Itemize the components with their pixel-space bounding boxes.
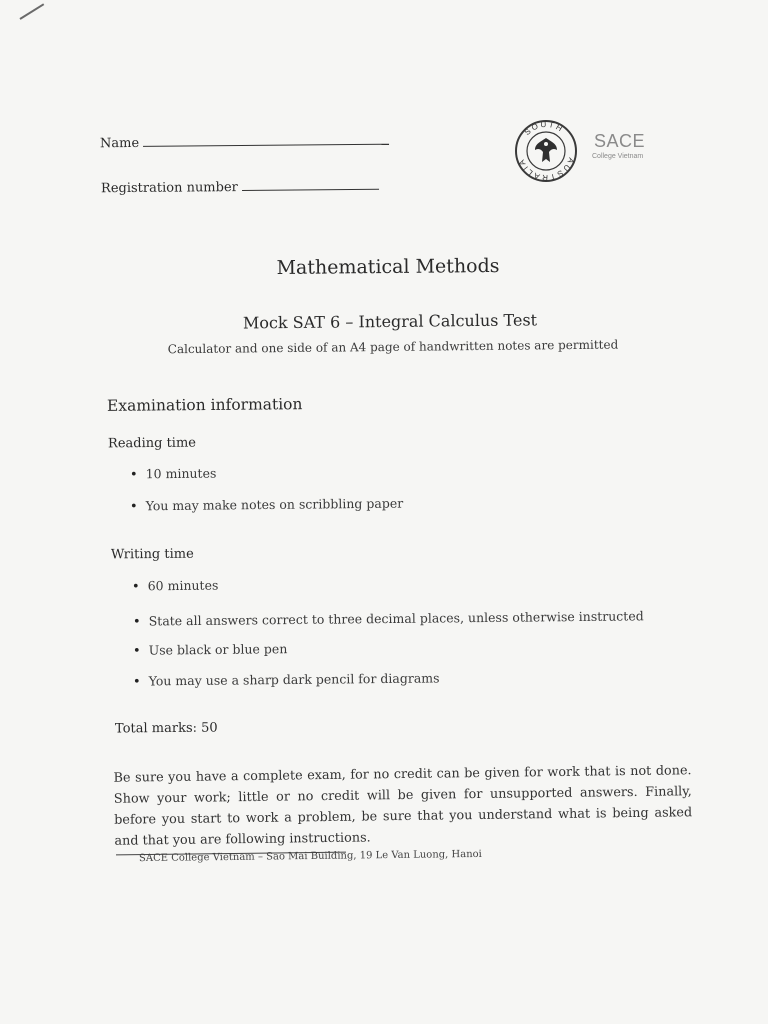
registration-line[interactable]: [242, 188, 379, 191]
list-item: • You may use a sharp dark pencil for diagrams: [133, 670, 440, 689]
name-line[interactable]: [143, 143, 389, 147]
sace-brand-sub: College Vietnam: [592, 153, 644, 160]
name-label: Name: [99, 135, 140, 152]
instructions-paragraph: Be sure you have a complete exam, for no credit can be given for work that is not done. Show your work; little or no credit will be given for unsupported answers. Finally, before you start to work a problem, be sure that you understand what is being asked and that you are following instructions.: [113, 763, 693, 849]
list-item: • You may make notes on scribbling paper: [130, 496, 403, 515]
list-item: • State all answers correct to three decimal places, unless otherwise instructed: [133, 608, 644, 629]
exam-subtitle: Mock SAT 6 – Integral Calculus Test: [242, 310, 538, 333]
examination-info-heading: Examination information: [106, 395, 303, 415]
list-item: • Use black or blue pen: [133, 641, 288, 659]
sace-logo: [513, 118, 683, 182]
writing-time-heading: Writing time: [110, 546, 194, 563]
name-field[interactable]: [100, 134, 389, 152]
footer-address: SACE College Vietnam – Sao Mai Building, 19 Le Van Luong, Hanoi: [138, 848, 482, 865]
reading-time-heading: Reading time: [107, 435, 197, 452]
registration-label: Registration number: [100, 180, 238, 197]
list-item: • 10 minutes: [130, 466, 217, 483]
south-australia-seal-icon: [513, 118, 579, 184]
svg-text:SOUTH: SOUTH: [522, 119, 566, 137]
exam-title: Mathematical Methods: [276, 254, 500, 279]
svg-text:AUSTRALIA: AUSTRALIA: [516, 156, 576, 183]
sace-brand: SACE: [594, 131, 646, 151]
pen-mark: [19, 3, 44, 20]
permitted-materials: Calculator and one side of an A4 page of handwritten notes are permitted: [167, 337, 619, 357]
list-item: • 60 minutes: [132, 578, 219, 595]
total-marks: Total marks: 50: [114, 720, 218, 737]
registration-field[interactable]: [101, 179, 379, 196]
